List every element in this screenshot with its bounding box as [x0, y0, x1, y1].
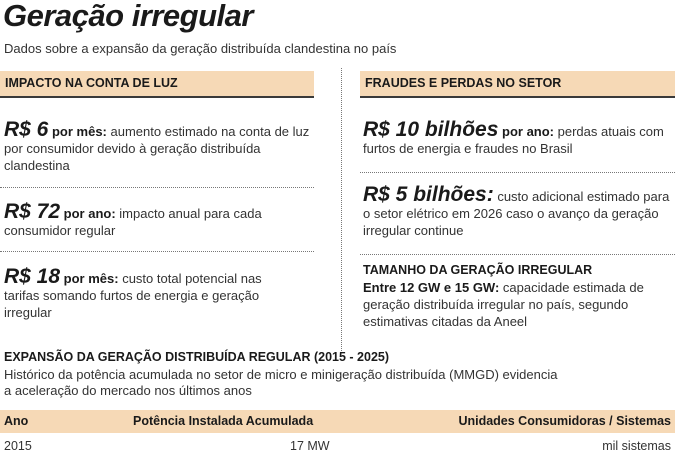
divider: [0, 251, 314, 252]
right-item-1: [363, 118, 668, 157]
column-header-power: Potência Instalada Acumulada: [133, 414, 314, 428]
expansion-title: EXPANSÃO DA GERAÇÃO DISTRIBUÍDA REGULAR (2015 - 2025): [4, 350, 390, 364]
left-item-3-text: custo total potencial nas tarifas somando furtos de energia e geração irregular: [4, 271, 262, 320]
right-item-1-text: perdas atuais com furtos de energia e fraudes no Brasil: [363, 124, 664, 156]
generation-size-heading: TAMANHO DA GERAÇÃO IRREGULAR: [363, 263, 593, 277]
generation-size-text: capacidade estimada de geração distribuída irregular no país, segundo estimativas citadas da Aneel: [363, 280, 644, 329]
page-title: Geração irregular: [3, 0, 253, 33]
row-year: 2015: [4, 439, 32, 453]
column-header-year: Ano: [4, 414, 29, 428]
row-power: 17 MW: [290, 439, 330, 453]
page-subtitle: Dados sobre a expansão da geração distribuída clandestina no país: [4, 41, 397, 56]
left-item-2-period: por ano:: [63, 206, 116, 221]
column-header-units: Unidades Consumidoras / Sistemas: [458, 414, 671, 428]
right-item-1-period: por ano:: [502, 124, 555, 139]
divider: [360, 254, 675, 255]
generation-size-range: Entre 12 GW e 15 GW:: [363, 280, 500, 295]
left-item-1-period: por mês:: [51, 124, 107, 139]
left-item-2-value: R$ 72: [4, 200, 61, 223]
row-units: mil sistemas: [602, 439, 671, 453]
left-section-heading: IMPACTO NA CONTA DE LUZ: [0, 71, 314, 96]
divider: [360, 172, 675, 173]
left-item-3-period: por mês:: [63, 271, 119, 286]
left-item-1-value: R$ 6: [4, 118, 49, 141]
left-item-2: [4, 200, 309, 239]
right-item-2-value: R$ 5 bilhões:: [363, 183, 494, 206]
right-section-heading: FRAUDES E PERDAS NO SETOR: [360, 71, 675, 96]
table-header: [0, 410, 675, 433]
divider: [0, 187, 314, 188]
right-item-1-value: R$ 10 bilhões: [363, 118, 499, 141]
column-divider: [341, 68, 342, 353]
generation-size-block: [363, 262, 668, 330]
left-item-1-text: aumento estimado na conta de luz por consumidor devido à geração distribuída clandestina: [4, 124, 310, 173]
left-item-3: [4, 265, 296, 321]
right-item-2: [363, 183, 675, 239]
left-item-3-value: R$ 18: [4, 265, 61, 288]
left-item-2-text: impacto anual para cada consumidor regular: [4, 206, 262, 238]
left-item-1: [4, 118, 314, 174]
expansion-description: Histórico da potência acumulada no setor de micro e minigeração distribuída (MMGD) evidencia a aceleração do mercado nos últimos anos: [4, 367, 558, 398]
right-item-2-text: custo adicional estimado para o setor elétrico em 2026 caso o avanço da geração irregular continue: [363, 189, 670, 238]
table-row: [0, 436, 675, 456]
